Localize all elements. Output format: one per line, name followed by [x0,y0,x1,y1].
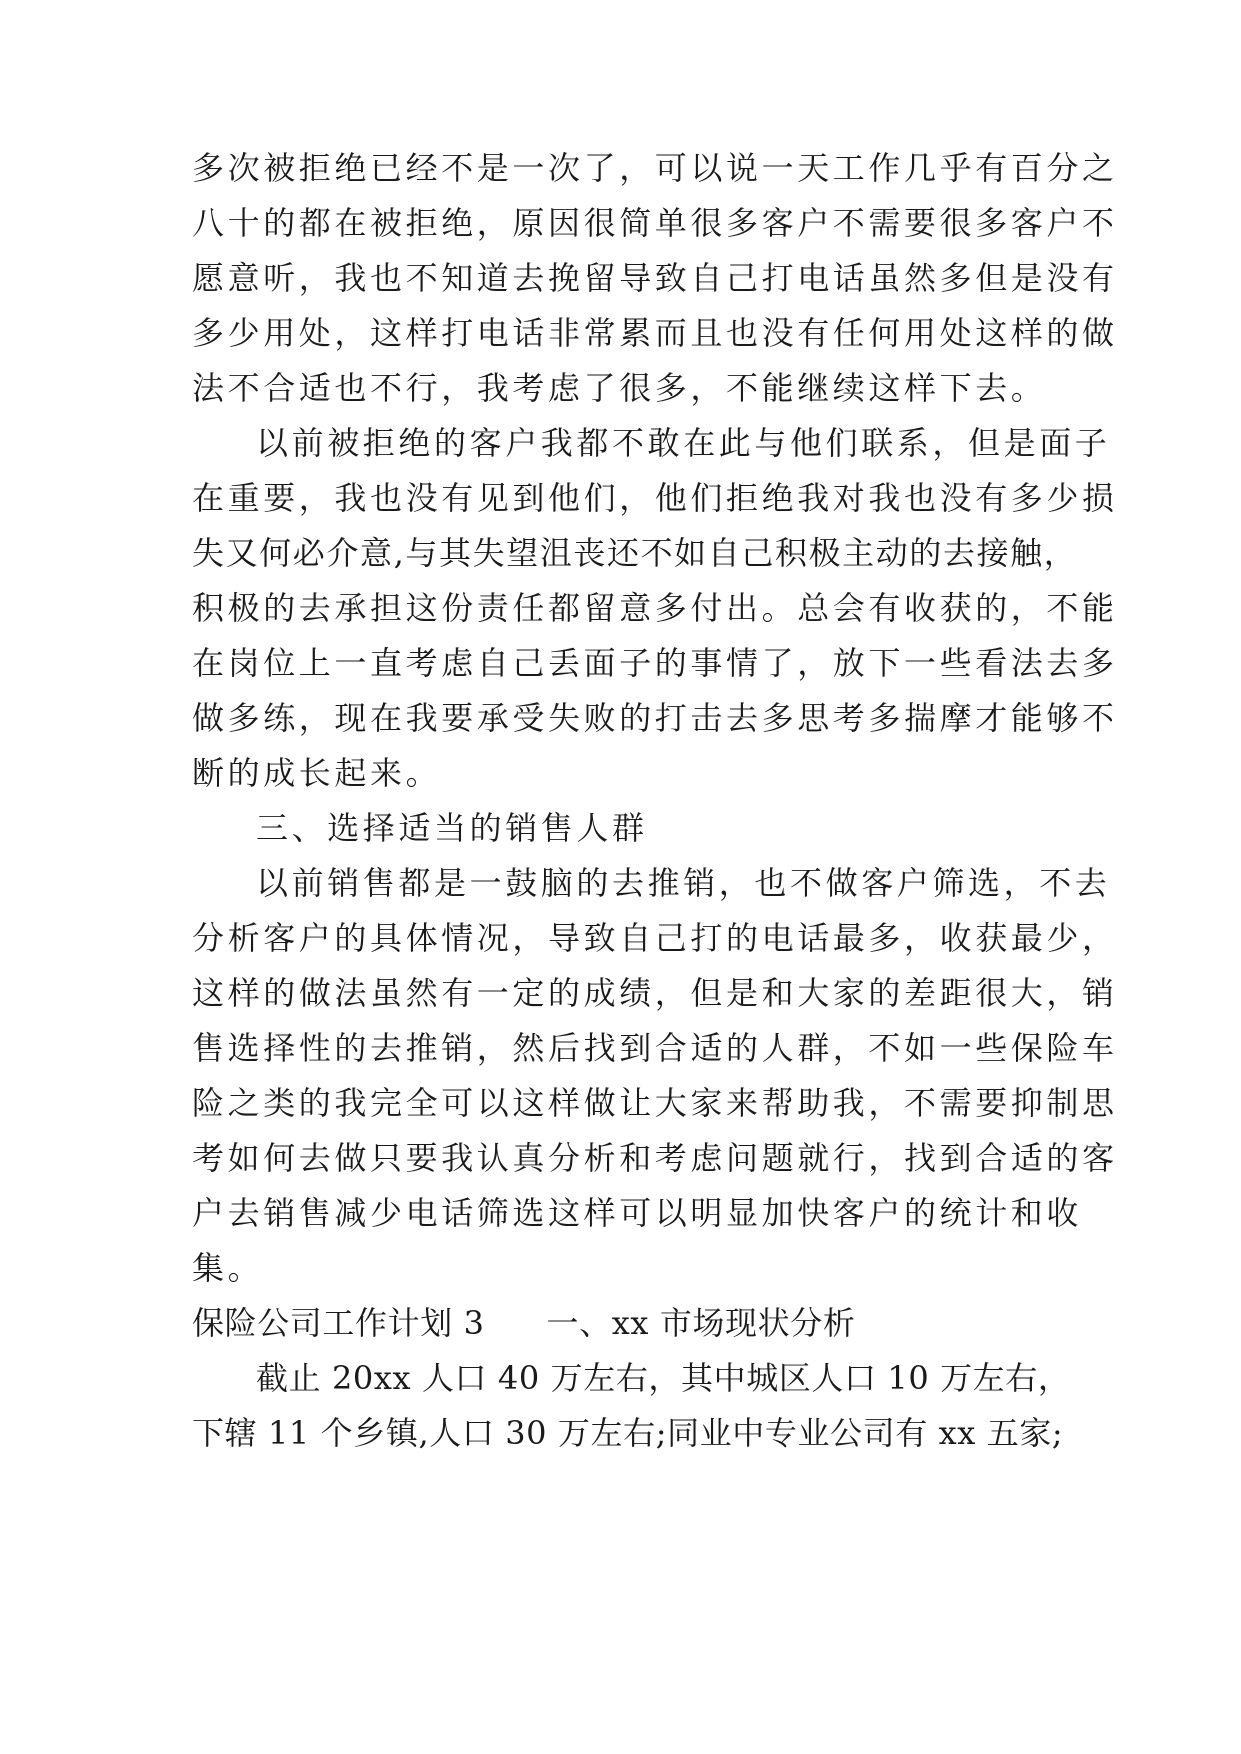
paragraph-line: 下辖 11 个乡镇,人口 30 万左右;同业中专业公司有 xx 五家; [192,1414,1064,1452]
subsection-heading: 一、xx 市场现状分析 [546,1304,856,1342]
paragraph-line: 法不合适也不行，我考虑了很多，不能继续这样下去。 [192,369,1047,407]
paragraph-line: 在重要，我也没有见到他们，他们拒绝我对我也没有多少损 [192,479,1118,517]
section-heading: 三、选择适当的销售人群 [256,809,648,847]
paragraph-line: 险之类的我完全可以这样做让大家来帮助我，不需要抑制思 [192,1084,1118,1122]
paragraph-line: 以前销售都是一鼓脑的去推销，也不做客户筛选，不去 [256,864,1111,902]
paragraph-line: 户去销售减少电话筛选这样可以明显加快客户的统计和收 [192,1194,1083,1232]
document-title: 保险公司工作计划 3 [192,1304,485,1342]
paragraph-line: 断的成长起来。 [192,754,442,792]
paragraph-line: 考如何去做只要我认真分析和考虑问题就行，找到合适的客 [192,1139,1118,1177]
paragraph-line: 多次被拒绝已经不是一次了，可以说一天工作几乎有百分之 [192,149,1118,187]
paragraph-line: 以前被拒绝的客户我都不敢在此与他们联系，但是面子 [256,424,1111,462]
document-heading-row [192,1303,1072,1343]
paragraph-line: 分析客户的具体情况，导致自己打的电话最多，收获最少， [192,919,1118,957]
paragraph-line: 愿意听，我也不知道去挽留导致自己打电话虽然多但是没有 [192,259,1118,297]
paragraph-line: 失又何必介意,与其失望沮丧还不如自己积极主动的去接触， [192,534,1078,572]
paragraph-line: 在岗位上一直考虑自己丢面子的事情了，放下一些看法去多 [192,644,1118,682]
paragraph-line: 做多练，现在我要承受失败的打击去多思考多揣摩才能够不 [192,699,1118,737]
paragraph-line: 多少用处，这样打电话非常累而且也没有任何用处这样的做 [192,314,1118,352]
paragraph-line: 集。 [192,1249,264,1287]
paragraph-line: 售选择性的去推销，然后找到合适的人群，不如一些保险车 [192,1029,1118,1067]
paragraph-line: 这样的做法虽然有一定的成绩，但是和大家的差距很大，销 [192,974,1118,1012]
paragraph-line: 截止 20xx 人口 40 万左右，其中城区人口 10 万左右， [256,1359,1071,1397]
paragraph-line: 八十的都在被拒绝，原因很简单很多客户不需要很多客户不 [192,204,1118,242]
paragraph-line: 积极的去承担这份责任都留意多付出。总会有收获的，不能 [192,589,1118,627]
